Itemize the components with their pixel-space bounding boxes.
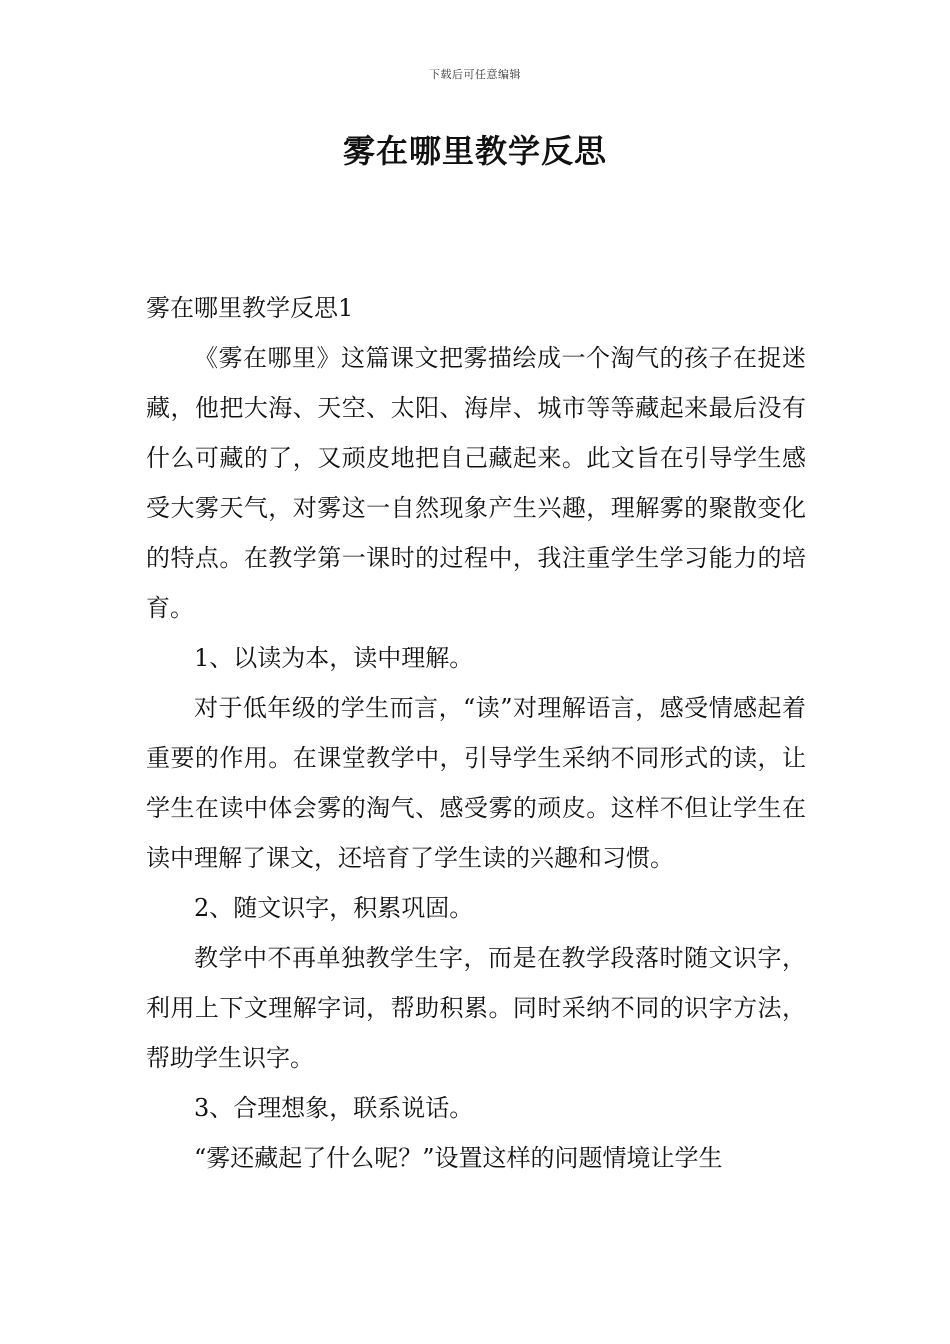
point-2-heading: 2、随文识字，积累巩固。 <box>194 894 474 922</box>
header-note: 下载后可任意编辑 <box>429 68 521 81</box>
section-subtitle: 雾在哪里教学反思1 <box>146 294 354 322</box>
point-2-body: 教学中不再单独教学生字，而是在教学段落时随文识字，利用上下文理解字词，帮助积累。同时采纳不同的识字方法，帮助学生识字。 <box>146 944 806 1072</box>
paragraph-intro: 《雾在哪里》这篇课文把雾描绘成一个淘气的孩子在捉迷藏，他把大海、天空、太阳、海岸、城市等等藏起来最后没有什么可藏的了，又顽皮地把自己藏起来。此文旨在引导学生感受大雾天气，对雾这一自然现象产生兴趣，理解雾的聚散变化的特点。在教学第一课时的过程中，我注重学生学习能力的培育。 <box>146 344 806 622</box>
point-1-heading: 1、以读为本，读中理解。 <box>194 644 474 672</box>
point-3-body: “雾还藏起了什么呢？”设置这样的问题情境让学生 <box>194 1144 723 1172</box>
point-1-body: 对于低年级的学生而言，“读”对理解语言，感受情感起着重要的作用。在课堂教学中，引导学生采纳不同形式的读，让学生在读中体会雾的淘气、感受雾的顽皮。这样不但让学生在读中理解了课文，还培育了学生读的兴趣和习惯。 <box>146 694 806 872</box>
document-body <box>146 283 806 1183</box>
document-title: 雾在哪里教学反思 <box>342 132 607 170</box>
point-3-heading: 3、合理想象，联系说话。 <box>194 1094 474 1122</box>
